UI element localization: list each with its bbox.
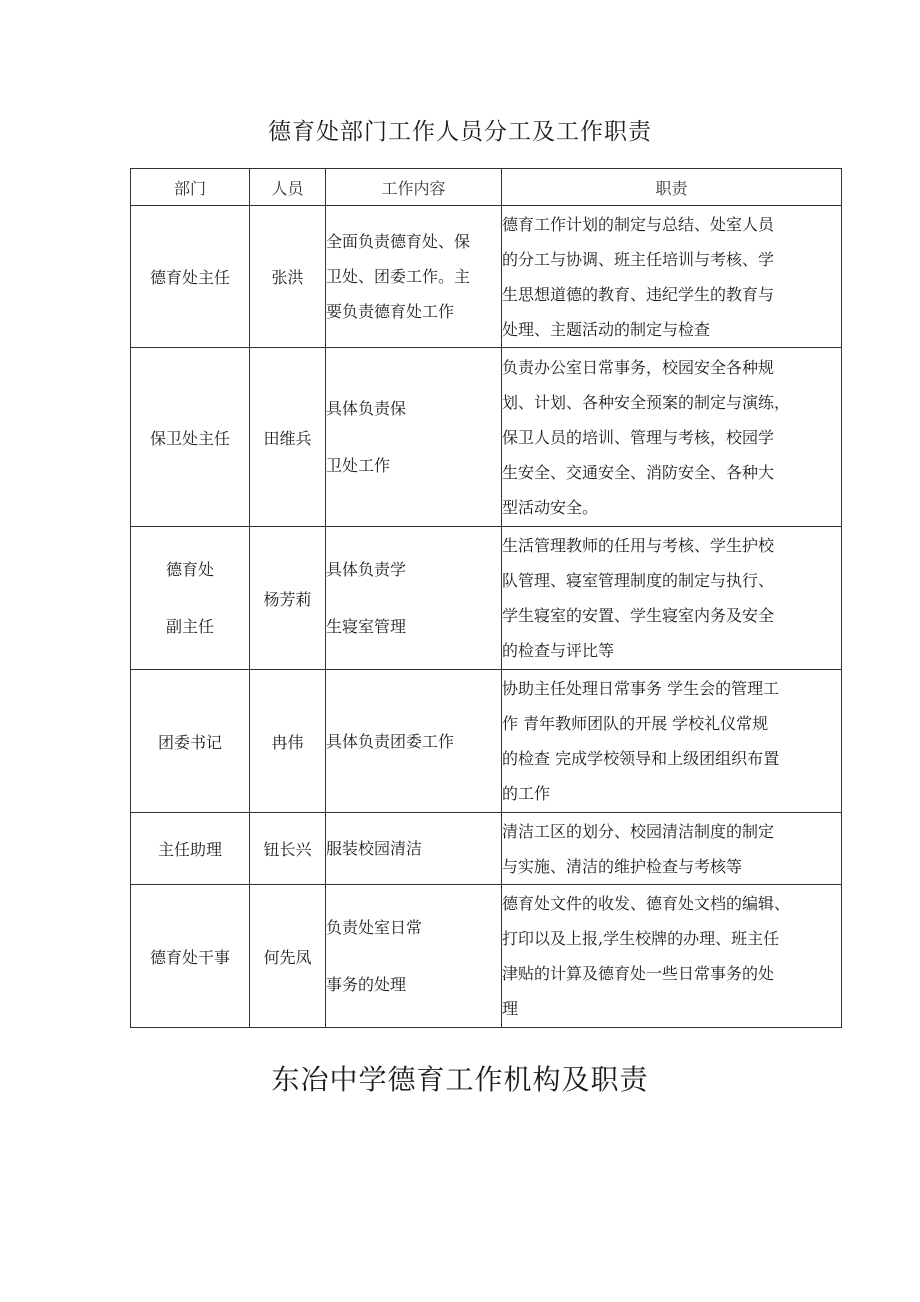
duty-cell (502, 670, 842, 813)
person-cell: 田维兵 (250, 348, 326, 527)
person-cell: 杨芳莉 (250, 527, 326, 670)
work-line: 服装校园清洁 (326, 839, 423, 858)
work-cell (326, 813, 502, 885)
work-line: 卫处、团委工作。主 (326, 267, 471, 286)
document-title: 德育处部门工作人员分工及工作职责 (268, 119, 652, 145)
duty-cell (502, 885, 842, 1028)
header-work: 工作内容 (326, 169, 502, 206)
duty-line: 负责办公室日常事务，校园安全各种规 (502, 357, 775, 377)
duty-line: 德育工作计划的制定与总结、处室人员 (502, 214, 775, 234)
duty-line: 与实施、清洁的维护检查与考核等 (502, 856, 743, 876)
dept-line: 团委书记 (157, 732, 222, 752)
work-cell (326, 885, 502, 1028)
work-line: 具体负责学 (326, 560, 407, 579)
dept-line: 德育处主任 (149, 268, 230, 287)
duty-line: 的分工与协调、班主任培训与考核、学 (502, 249, 775, 269)
person-cell: 钮长兴 (250, 813, 326, 885)
work-line: 负责处室日常 (326, 918, 423, 937)
table-row (131, 885, 842, 1028)
work-cell (326, 206, 502, 348)
duty-line: 的工作 (502, 784, 551, 803)
duty-line: 生活管理教师的任用与考核、学生护校 (502, 536, 775, 555)
table-row (131, 206, 842, 348)
dept-cell (131, 813, 250, 885)
work-line: 要负责德育处工作 (326, 302, 455, 321)
work-cell (326, 527, 502, 670)
table-header-row (131, 169, 842, 206)
section-title: 东冶中学德育工作机构及职责 (271, 1063, 649, 1096)
duty-line: 作 青年教师团队的开展 学校礼仪常规 (502, 714, 769, 733)
work-cell (326, 348, 502, 527)
duty-line: 的检查 完成学校领导和上级团组织布置 (502, 749, 780, 768)
duty-cell (502, 813, 842, 885)
dept-line: 主任助理 (157, 840, 222, 859)
work-cell (326, 670, 502, 813)
person-cell: 何先凤 (250, 885, 326, 1028)
duty-cell (502, 527, 842, 670)
duty-cell (502, 348, 842, 527)
work-line: 生寝室管理 (326, 617, 407, 636)
duty-line: 生安全、交通安全、消防安全、各种大 (502, 462, 775, 482)
work-line: 具体负责保 (326, 399, 407, 418)
dept-line: 副主任 (165, 617, 214, 636)
duty-line: 理 (502, 999, 519, 1018)
header-person: 人员 (250, 169, 326, 206)
dept-cell (131, 670, 250, 813)
dept-line: 德育处 (165, 560, 214, 579)
duty-line: 保卫人员的培训、管理与考核，校园学 (502, 427, 775, 447)
duty-line: 津贴的计算及德育处一些日常事务的处 (502, 964, 775, 983)
duty-line: 队管理、寝室管理制度的制定与执行、 (502, 571, 775, 590)
work-line: 具体负责团委工作 (326, 731, 455, 751)
duty-line: 学生寝室的安置、学生寝室内务及安全 (502, 606, 775, 625)
work-line: 卫处工作 (326, 456, 391, 475)
dept-cell (131, 527, 250, 670)
duty-line: 型活动安全。 (502, 497, 599, 517)
table-row (131, 670, 842, 813)
duty-line: 协助主任处理日常事务 学生会的管理工 (502, 679, 780, 698)
dept-line: 保卫处主任 (149, 428, 230, 448)
dept-line: 德育处干事 (149, 947, 230, 967)
duty-line: 打印以及上报,学生校牌的办理、班主任 (502, 929, 780, 948)
duty-line: 划、计划、各种安全预案的制定与演练， (502, 392, 791, 412)
duty-line: 的检查与评比等 (502, 641, 615, 660)
person-cell: 张洪 (250, 206, 326, 348)
dept-cell (131, 348, 250, 527)
work-line: 事务的处理 (326, 975, 407, 994)
table-row (131, 348, 842, 527)
header-duty: 职责 (502, 169, 842, 206)
duty-cell (502, 206, 842, 348)
header-dept: 部门 (131, 169, 250, 206)
table-row (131, 813, 842, 885)
duty-line: 清洁工区的划分、校园清洁制度的制定 (502, 821, 775, 841)
duty-table (130, 168, 842, 1028)
person-cell: 冉伟 (250, 670, 326, 813)
duty-line: 处理、主题活动的制定与检查 (502, 319, 711, 339)
duty-line: 德育处文件的收发、德育处文档的编辑、 (502, 894, 791, 913)
dept-cell (131, 206, 250, 348)
duty-line: 生思想道德的教育、违纪学生的教育与 (502, 284, 775, 304)
dept-cell (131, 885, 250, 1028)
table-row (131, 527, 842, 670)
work-line: 全面负责德育处、保 (326, 232, 471, 251)
